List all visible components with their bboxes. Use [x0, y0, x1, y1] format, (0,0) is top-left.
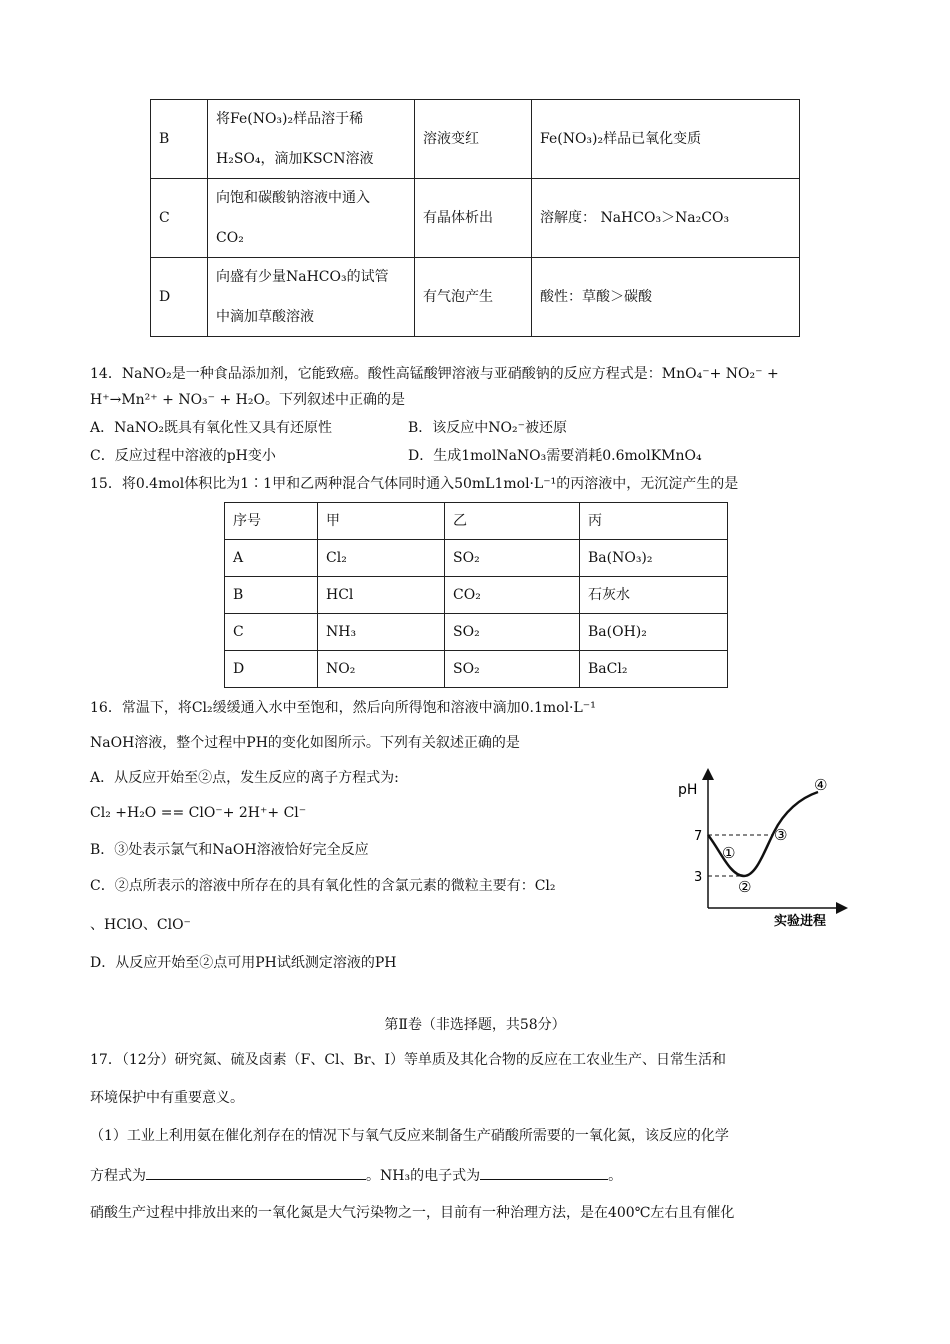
col-header: 丙 [580, 503, 728, 540]
q16-stem-line1: 16．常温下，将Cl₂缓缓通入水中至饱和，然后向所得饱和溶液中滴加0.1mol·L⁻¹ [90, 700, 596, 716]
cell: A [225, 540, 318, 577]
conclusion-cell: Fe(NO₃)₂样品已氧化变质 [532, 100, 800, 179]
table-row [225, 577, 728, 614]
ph-curve [708, 792, 818, 876]
col-header: 乙 [445, 503, 580, 540]
tick-3-label: 3 [694, 870, 703, 885]
cell: SO₂ [445, 614, 580, 651]
table-row [225, 651, 728, 688]
phenomenon-cell: 有气泡产生 [415, 258, 532, 337]
experiment-table [150, 99, 800, 337]
phenomenon-cell: 有晶体析出 [415, 179, 532, 258]
conclusion-cell: 酸性：草酸＞碳酸 [532, 258, 800, 337]
q16-option-b: B．③处表示氯气和NaOH溶液恰好完全反应 [90, 842, 369, 858]
q17-sub1: （1）工业上利用氨在催化剂存在的情况下与氧气反应来制备生产硝酸所需要的一氧化氮，该反应的化学 [90, 1128, 729, 1144]
cell: Ba(OH)₂ [580, 614, 728, 651]
ph-curve-figure [672, 768, 852, 928]
point-3-label: ③ [774, 826, 788, 844]
table-row [151, 258, 800, 337]
q16-option-a-equation: Cl₂ +H₂O == ClO⁻+ 2H⁺+ Cl⁻ [90, 805, 307, 821]
table-row [151, 100, 800, 179]
q14-option-c: C．反应过程中溶液的pH变小 [90, 448, 276, 464]
q17-sub1-answer-line: 方程式为 。NH₃的电子式为 。 [90, 1165, 622, 1186]
table-row [225, 540, 728, 577]
q14-stem-line1: 14．NaNO₂是一种食品添加剂，它能致癌。酸性高锰酸钾溶液与亚硝酸钠的反应方程式是：MnO₄⁻+ NO₂⁻ + [90, 366, 779, 382]
cell: SO₂ [445, 651, 580, 688]
cell: Ba(NO₃)₂ [580, 540, 728, 577]
cell: 石灰水 [580, 577, 728, 614]
row-label: B [151, 100, 208, 179]
table-row [151, 179, 800, 258]
cell: D [225, 651, 318, 688]
cell: C [225, 614, 318, 651]
x-axis-label: 实验进程 [774, 914, 827, 928]
cell: NH₃ [318, 614, 445, 651]
operation-cell: 将Fe(NO₃)₂样品溶于稀 H₂SO₄，滴加KSCN溶液 [208, 100, 415, 179]
operation-cell: 向饱和碳酸钠溶液中通入 CO₂ [208, 179, 415, 258]
q17-paragraph: 硝酸生产过程中排放出来的一氧化氮是大气污染物之一，目前有一种治理方法，是在400℃左右且有催化 [90, 1205, 735, 1221]
cell: BaCl₂ [580, 651, 728, 688]
point-2-label: ② [738, 878, 752, 896]
cell: SO₂ [445, 540, 580, 577]
operation-cell: 向盛有少量NaHCO₃的试管 中滴加草酸溶液 [208, 258, 415, 337]
tick-7-label: 7 [694, 829, 703, 844]
q14-option-a: A．NaNO₂既具有氧化性又具有还原性 [90, 420, 333, 436]
q14-stem-line2: H⁺→Mn²⁺ + NO₃⁻ + H₂O。下列叙述中正确的是 [90, 392, 405, 408]
q17-stem-line2: 环境保护中有重要意义。 [90, 1090, 244, 1106]
point-4-label: ④ [814, 776, 828, 794]
point-1-label: ① [722, 844, 736, 862]
table-row [225, 614, 728, 651]
equation-blank[interactable] [146, 1165, 366, 1180]
gas-table [224, 502, 728, 688]
q16-option-d: D．从反应开始至②点可用PH试纸测定溶液的PH [90, 955, 397, 971]
q15-stem: 15．将0.4mol体积比为1∶1甲和乙两种混合气体同时通入50mL1mol·L⁻¹的丙溶液中，无沉淀产生的是 [90, 476, 739, 492]
row-label: C [151, 179, 208, 258]
q17-stem-line1: 17．（12分）研究氮、硫及卤素（F、Cl、Br、I）等单质及其化合物的反应在工农业生产、日常生活和 [90, 1052, 727, 1068]
conclusion-cell: 溶解度： NaHCO₃＞Na₂CO₃ [532, 179, 800, 258]
q16-option-c: C．②点所表示的溶液中所存在的具有氧化性的含氯元素的微粒主要有：Cl₂ [90, 878, 556, 894]
section-title: 第Ⅱ卷（非选择题，共58分） [384, 1017, 566, 1033]
q16-option-c-cont: 、HClO、ClO⁻ [90, 917, 191, 933]
row-label: D [151, 258, 208, 337]
col-header: 序号 [225, 503, 318, 540]
q16-option-a: A．从反应开始至②点，发生反应的离子方程式为: [90, 770, 399, 786]
cell: CO₂ [445, 577, 580, 614]
cell: B [225, 577, 318, 614]
table-header-row [225, 503, 728, 540]
q16-stem-line2: NaOH溶液，整个过程中PH的变化如图所示。下列有关叙述正确的是 [90, 735, 520, 751]
cell: Cl₂ [318, 540, 445, 577]
q14-option-d: D．生成1molNaNO₃需要消耗0.6molKMnO₄ [408, 448, 702, 464]
electron-formula-blank[interactable] [480, 1165, 608, 1180]
y-axis-label: pH [678, 782, 698, 798]
cell: NO₂ [318, 651, 445, 688]
q14-option-b: B．该反应中NO₂⁻被还原 [408, 420, 568, 436]
phenomenon-cell: 溶液变红 [415, 100, 532, 179]
cell: HCl [318, 577, 445, 614]
col-header: 甲 [318, 503, 445, 540]
